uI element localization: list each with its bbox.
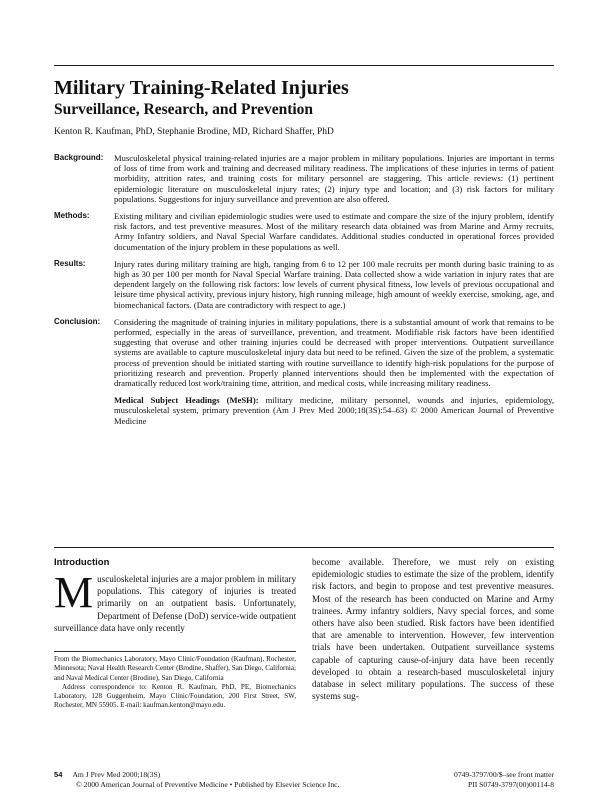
abstract-methods-text: Existing military and civilian epidemiologic studies were used to estimate and compare the size of the injury problem, identify risk factors, and test preventive measures. Most of the military research data obtained was from Marine and Army recruits, Army Infantry soldiers, and Naval Special Warfare candidates. Additional studies conducted in operational forces provided documentation of the injury problem in these populations as well. [114, 211, 554, 252]
abstract-results-text: Injury rates during military training are high, ranging from 6 to 12 per 100 male recruits per month during basic training to as high as 30 per 100 per month for Naval Special Warfare training. Data collected show a wide variation in injury rates that are dependent largely on the following risk factors: low levels of current physical fitness, low levels of previous occupational and leisure time physical activity, previous injury history, high running mileage, high amount of weekly exercise, smoking, age, and biomechanical factors. (Data are contradictory with respect to age.) [114, 258, 554, 310]
introduction-left-text: usculoskeletal injuries are a major problem in military populations. This category of injuries is treated primarily on an outpatient basis. Unfortunately, Department of Defense (DoD) service-wide outpatient surveillance data have only recently [54, 574, 296, 633]
right-column [312, 556, 554, 702]
section-rule [54, 547, 554, 548]
drop-cap: M [54, 568, 94, 617]
introduction-paragraph [54, 568, 296, 634]
footnotes [54, 655, 296, 711]
abstract-conclusion-text: Considering the magnitude of training injuries in military populations, there is a substantial amount of work that remains to be performed, especially in the areas of surveillance, prevention, and treatment. Modifiable risk factors have been identified suggesting that overuse and other training injuries could be decreased with proper interventions. Outpatient surveillance systems are available to capture musculoskeletal injury data but need to be refined. Given the size of the problem, a systematic process of prevention should be initiated starting with routine surveillance to identify high-risk populations for the purpose of prioritizing research and prevention. Properly planned interventions should then be implemented with the expectation of dramatically reduced lost work/training time, attrition, and medical costs, while increasing military readiness. [114, 316, 554, 389]
abstract-background-label: Background: [54, 153, 104, 162]
introduction-right-text: become available. Therefore, we must rely on existing epidemiologic studies to estimate the size of the problem, identify risk factors, and begin to propose and test preventive measures. Most of the research has been conducted on Marine and Army trainees. Army infantry soldiers, Navy special forces, and some others have also been studied. Risk factors have been identified that are amenable to intervention. However, few intervention trials have been undertaken. Outpatient surveillance systems capable of capturing cause-of-injury data have been recently developed to obtain a research-based musculoskeletal injury database in select military populations. The success of these systems sug- [312, 557, 554, 702]
journal-reference: Am J Prev Med 2000;18(3S) [72, 770, 161, 779]
left-column [54, 557, 296, 634]
article-subtitle: Surveillance, Research, and Prevention [54, 101, 314, 118]
abstract-results-label: Results: [54, 258, 86, 268]
copyright: © 2000 American Journal of Preventive Medicine • Published by Elsevier Science Inc. [76, 780, 340, 789]
footnote-rule [54, 651, 296, 652]
page-footer [54, 770, 554, 790]
page-number: 54 [54, 770, 63, 779]
abstract-background [54, 153, 554, 204]
pii: PII S0749-3797(00)00114-8 [468, 780, 554, 789]
issn: 0749-3797/00/$–see front matter [454, 770, 554, 779]
abstract-conclusion [54, 317, 554, 388]
introduction-heading: Introduction [54, 557, 110, 568]
affiliation-note: From the Biomechanics Laboratory, Mayo Clinic/Foundation (Kaufman), Rochester, Minnesota; Naval Health Research Center (Brodine, Shaffer), San Diego, California; and Naval Medical Center (Brodine), San Diego, California [54, 655, 296, 682]
abstract [54, 153, 554, 426]
abstract-methods-label: Methods: [54, 211, 90, 221]
mesh-text: military medicine, military personnel, wounds and injuries, epidemiology, musculoskeletal system, primary prevention (Am J Prev Med 2000;18(3S):54–63) © 2000 American Journal of Preventive Medicine [114, 395, 554, 426]
correspondence-note: Address correspondence to: Kenton R. Kaufman, PhD, PE, Biomechanics Laboratory, 128 Guggenheim, Mayo Clinic/Foundation, 200 First Street, SW, Rochester, MN 55905. E-mail: kaufman.kenton@mayo.edu. [54, 682, 296, 710]
abstract-conclusion-label: Conclusion: [54, 316, 101, 326]
mesh-label: Medical Subject Headings (MeSH): [114, 395, 259, 406]
author-list: Kenton R. Kaufman, PhD, Stephanie Brodine, MD, Richard Shaffer, PhD [54, 127, 334, 137]
top-rule [54, 65, 554, 66]
abstract-results [54, 259, 554, 310]
mesh-keywords [114, 395, 554, 426]
abstract-background-text: Musculoskeletal physical training-related injuries are a major problem in military populations. Injuries are important in terms of loss of time from work and training and decreased military readiness. The implications of these injuries in terms of patient morbidity, attrition rates, and training costs for military personnel are staggering. This article reviews: (1) pertinent epidemiologic literature on musculoskeletal injury rates; (2) injury type and location; and (3) risk factors for military populations. Suggestions for injury surveillance and prevention are also offered. [114, 153, 554, 204]
abstract-methods [54, 211, 554, 252]
article-title: Military Training-Related Injuries [54, 77, 349, 99]
